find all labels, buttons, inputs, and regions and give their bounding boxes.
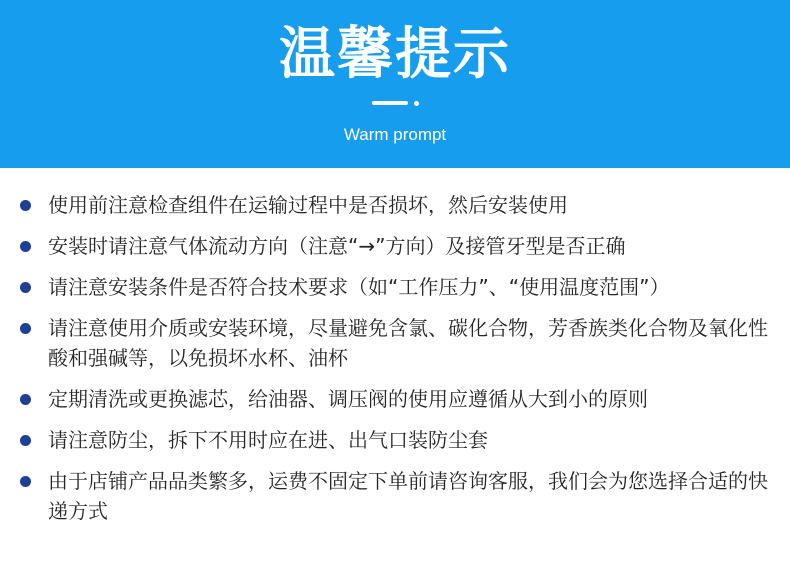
tip-text: 由于店铺产品品类繁多，运费不固定下单前请咨询客服，我们会为您选择合适的快递方式	[48, 469, 768, 523]
bullet-dot-icon	[20, 394, 31, 405]
bullet-dot-icon	[20, 200, 31, 211]
page-subtitle: Warm prompt	[343, 125, 447, 144]
bullet-dot-icon	[20, 241, 31, 252]
tip-text: 定期清洗或更换滤芯，给油器、调压阀的使用应遵循从大到小的原则	[48, 387, 648, 411]
tips-list	[0, 190, 790, 537]
bullet-dot-icon	[20, 435, 31, 446]
bullet-dot-icon	[20, 282, 31, 293]
tip-text: 请注意安装条件是否符合技术要求（如“工作压力”、“使用温度范围”）	[48, 275, 670, 299]
tip-item	[0, 272, 790, 302]
title-divider	[0, 100, 790, 106]
tip-item	[0, 384, 790, 414]
divider-bar	[372, 101, 408, 105]
tip-item	[0, 313, 790, 373]
tip-text: 使用前注意检查组件在运输过程中是否损坏，然后安装使用	[48, 193, 568, 217]
tip-item	[0, 190, 790, 220]
tip-text: 安装时请注意气体流动方向（注意“→”方向）及接管牙型是否正确	[48, 234, 626, 258]
tip-text: 请注意防尘，拆下不用时应在进、出气口装防尘套	[48, 428, 488, 452]
page-title: 温馨提示	[279, 22, 511, 87]
tip-text: 请注意使用介质或安装环境，尽量避免含氯、碳化合物，芳香族类化合物及氧化性酸和强碱等，以免损坏水杯、油杯	[48, 316, 768, 370]
tip-item	[0, 425, 790, 455]
tip-item	[0, 466, 790, 526]
divider-dot	[414, 101, 419, 106]
header-banner	[0, 0, 790, 168]
bullet-dot-icon	[20, 323, 31, 334]
bullet-dot-icon	[20, 476, 31, 487]
tip-item	[0, 231, 790, 261]
